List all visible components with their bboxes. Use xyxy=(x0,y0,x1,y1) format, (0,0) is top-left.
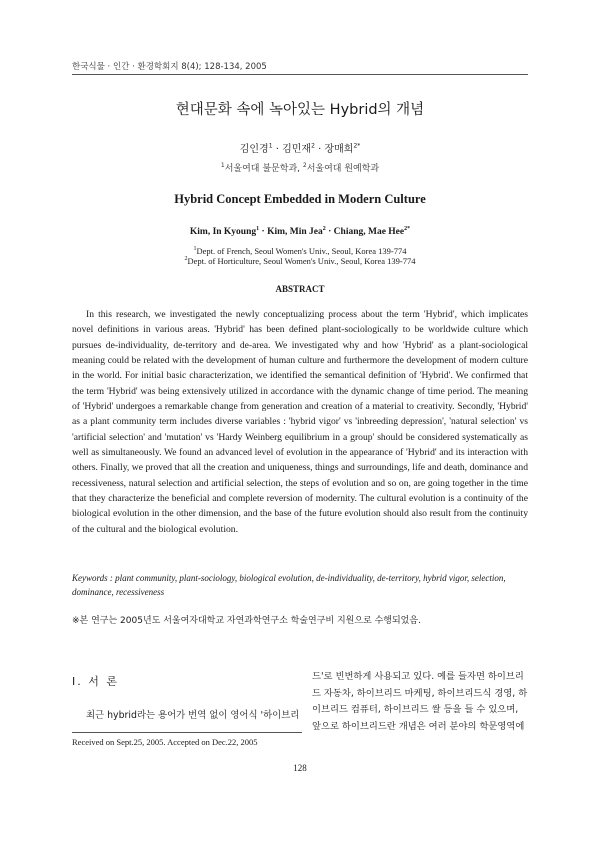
affiliation-en-1-text: Dept. of French, Seoul Women's Univ., Seoul, Korea 139-774 xyxy=(196,246,407,256)
author-2-mark: 2 xyxy=(311,142,315,150)
body-right-column xyxy=(312,669,528,735)
author-3-en: Chiang, Mae Hee xyxy=(333,227,405,237)
journal-citation: 한국식물 · 인간 · 환경학회지 8(4); 128-134, 2005 xyxy=(72,62,267,72)
author-1-mark: 1 xyxy=(268,142,273,150)
body-line: 드 자동차, 하이브리드 마케팅, 하이브리드식 경영, 하 xyxy=(312,687,528,699)
english-authors xyxy=(0,227,600,237)
header-rule xyxy=(72,74,528,75)
body-line: 드'로 빈번하게 사용되고 있다. 예를 들자면 하이브리 xyxy=(312,671,524,682)
affiliation-en-2-mark: 2 xyxy=(184,256,188,263)
author-1-en-mark: 1 xyxy=(256,225,260,232)
funding-note: ※본 연구는 2005년도 서울여자대학교 자연과학연구소 학술연구비 지원으로 수행되었음. xyxy=(72,616,421,626)
affiliation-2-mark: 2 xyxy=(302,162,307,169)
affiliation-1: 서울여대 불문학과, xyxy=(224,164,303,174)
body-left-column: 최근 hybrid라는 용어가 번역 없이 영어식 '하이브리 xyxy=(86,710,300,721)
author-separator: · xyxy=(314,144,325,155)
affiliation-en-2 xyxy=(0,256,600,266)
affiliation-en-1 xyxy=(0,246,600,256)
author-3-en-mark: 2* xyxy=(404,225,411,232)
author-separator: · xyxy=(272,144,283,155)
affiliation-2: 서울여대 원예학과 xyxy=(306,164,380,174)
author-separator: · xyxy=(259,227,268,237)
keywords: Keywords : plant community, plant-sociology, biological evolution, de-individuality, de-territory, hybrid vigor, selection, dominance, recessiveness xyxy=(72,573,506,597)
affiliation-en-1-mark: 1 xyxy=(193,246,197,253)
author-2: 김민재 xyxy=(282,144,312,155)
body-line: 앞으로 하이브리드란 개념은 여러 분야의 학문영역에 xyxy=(312,720,525,732)
section-heading: Ⅰ. 서 론 xyxy=(72,675,119,688)
affiliation-1-mark: 1 xyxy=(220,162,225,169)
english-title: Hybrid Concept Embedded in Modern Culture xyxy=(174,192,426,206)
page-number: 128 xyxy=(293,763,307,773)
author-1-en: Kim, In Kyoung xyxy=(189,227,257,237)
author-2-en-mark: 2 xyxy=(322,225,326,232)
author-3-mark: 2* xyxy=(353,142,361,150)
korean-title: 현대문화 속에 녹아있는 Hybrid의 개념 xyxy=(175,102,425,118)
author-1: 김인경 xyxy=(239,144,269,155)
body-line: 이브리드 컴퓨터, 하이브리드 쌀 등을 들 수 있으며, xyxy=(312,704,519,715)
affiliation-en-2-text: Dept. of Horticulture, Seoul Women's Univ., Seoul, Korea 139-774 xyxy=(187,256,416,266)
author-2-en: Kim, Min Jea xyxy=(267,227,323,237)
author-separator: · xyxy=(325,227,334,237)
korean-authors xyxy=(0,140,600,155)
received-date: Received on Sept.25, 2005. Accepted on Dec.22, 2005 xyxy=(72,737,258,747)
korean-affiliations xyxy=(0,161,600,174)
abstract-heading: ABSTRACT xyxy=(275,284,325,294)
abstract-text: In this research, we investigated the newly conceptualizing process about the term 'Hybrid', which implicates novel definitions in various areas. 'Hybrid' has been defined plant-sociologically to be worldwide culture which pursues de-individuality, de-territory and de-area. We investigated why and how 'Hybrid' as a plant-sociological meaning could be related with the development of human culture and furthermore the development of modern culture in the world. For initial basic characterization, we identified the semantical definition of 'Hybrid'. We confirmed that the term 'Hybrid' was being extensively utilized in accordance with the dynamic change of time period. The meaning of 'Hybrid' undergoes a remarkable change from generation and creation of a material to creativity. Secondly, 'Hybrid' as a plant community term includes diverse variables : 'hybrid vigor' vs 'inbreeding depression', 'natural selection' vs 'artificial selection' and 'mutation' vs 'Hardy Weinberg equilibrium in a group' should be considered systematically as well as simultaneously. We found an advanced level of evolution in the appearance of 'Hybrid' and its interaction with others. Finally, we proved that all the creation and uniqueness, things and surroundings, life and death, dominance and recessiveness, natural selection and artificial selection, the steps of evolution and so on, are going together in the time that they characterize the beneficial and complete reversion of modernity. The cultural evolution is a continuity of the biological evolution in the other dimension, and the base of the future evolution should also result from the continuity of the cultural and the biological evolution. xyxy=(72,309,528,535)
english-affiliations xyxy=(0,246,600,266)
author-3: 장매희 xyxy=(324,144,354,155)
footnote-rule xyxy=(72,732,302,733)
